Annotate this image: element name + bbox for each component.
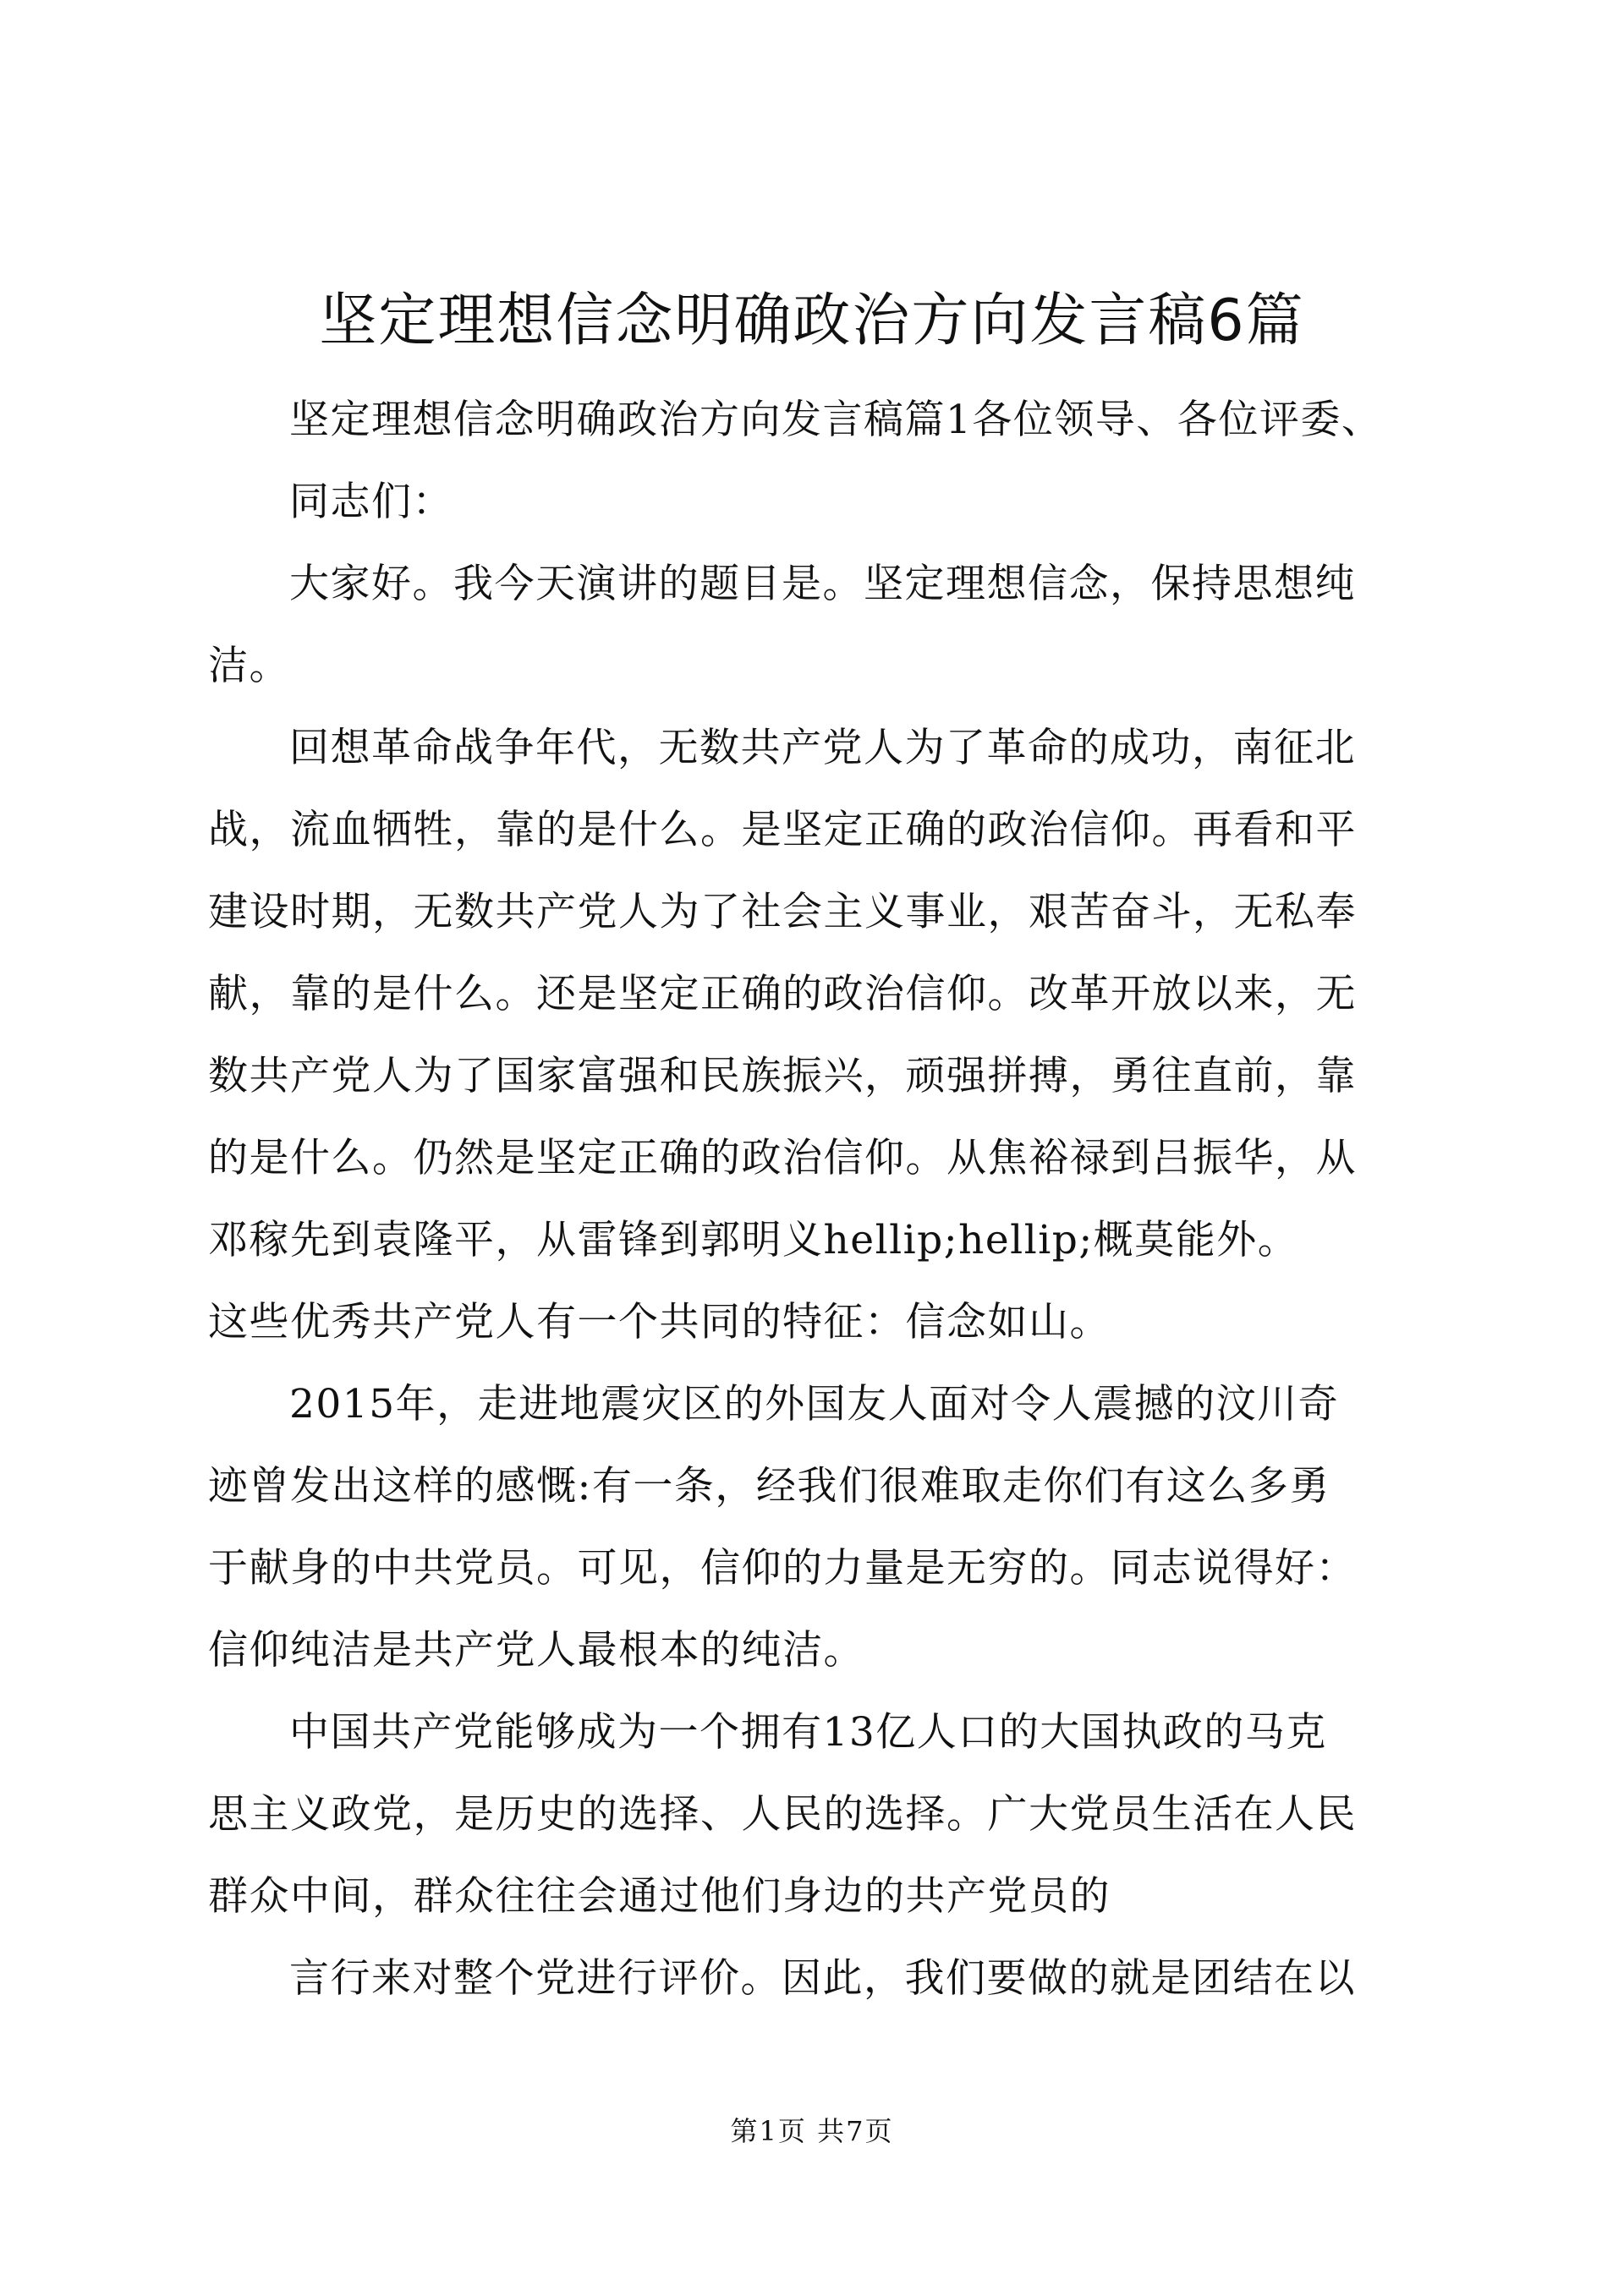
page-footer [0,2106,1624,2156]
body-line: 大家好。我今天演讲的题目是。坚定理想信念，保持思想纯 [289,561,1356,607]
body-line: 信仰纯洁是共产党人最根本的纯洁。 [208,1627,864,1674]
body-line: 的是什么。仍然是坚定正确的政治信仰。从焦裕禄到吕振华，从 [208,1135,1357,1181]
body-line: 献，靠的是什么。还是坚定正确的政治信仰。改革开放以来，无 [208,971,1357,1017]
body-line: 同志们： [289,479,453,525]
body-line: 数共产党人为了国家富强和民族振兴，顽强拼搏，勇往直前，靠 [208,1053,1357,1099]
body-line: 建设时期，无数共产党人为了社会主义事业，艰苦奋斗，无私奉 [208,889,1357,935]
body-line: 回想革命战争年代，无数共产党人为了革命的成功，南征北 [289,725,1356,771]
body-line: 群众中间，群众往往会通过他们身边的共产党员的 [208,1873,1111,1920]
body-line: 洁。 [208,643,290,689]
body-line: 言行来对整个党进行评价。因此，我们要做的就是团结在以 [289,1955,1356,2002]
body-line: 这些优秀共产党人有一个共同的特征：信念如山。 [208,1299,1111,1345]
body-line: 2015年，走进地震灾区的外国友人面对令人震撼的汶川奇 [289,1381,1340,1427]
body-line: 迹曾发出这样的感慨:有一条，经我们很难取走你们有这么多勇 [208,1463,1330,1510]
body-line: 坚定理想信念明确政治方向发言稿篇1各位领导、各位评委、 [289,397,1383,443]
body-line: 中国共产党能够成为一个拥有13亿人口的大国执政的马克 [289,1709,1327,1756]
document-body [208,379,1421,2019]
body-line: 于献身的中共党员。可见，信仰的力量是无穷的。同志说得好： [208,1545,1357,1592]
body-line: 思主义政党，是历史的选择、人民的选择。广大党员生活在人民 [208,1791,1357,1838]
document-title: 坚定理想信念明确政治方向发言稿6篇 [319,288,1305,354]
page-number-label: 第1页 共7页 [730,2115,894,2147]
body-line: 战，流血牺牲，靠的是什么。是坚定正确的政治信仰。再看和平 [208,807,1357,853]
body-line: 邓稼先到袁隆平，从雷锋到郭明义hellip;hellip;概莫能外。 [208,1217,1299,1263]
